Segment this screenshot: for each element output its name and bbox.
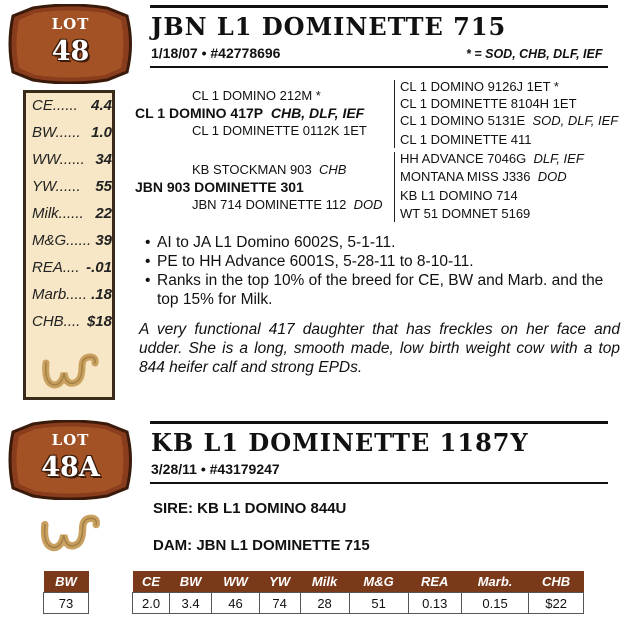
lot-48a-badge [3,420,138,500]
epd-value: -.01 [86,259,112,276]
epd-label: YW...... [32,178,81,195]
epd-value: 74 [259,593,300,614]
epd-header: CE [133,571,170,593]
brand-mark-icon [40,351,100,393]
grand-5-tags: DLF, IEF [533,151,584,166]
epd-label: WW...... [32,151,85,168]
sire-dam: CL 1 DOMINETTE 0112K 1ET [192,123,367,138]
grand-7: KB L1 DOMINO 714 [400,188,518,203]
lot-number: 48A [41,452,100,483]
epd-label: Milk...... [32,205,84,222]
header-rule [150,66,608,68]
grand-8: WT 51 DOMNET 5169 [400,206,531,221]
epd-value: 0.13 [408,593,461,614]
epd-row-milk [32,205,112,227]
epd-label: M&G...... [32,232,92,249]
epd-label: BW...... [32,124,81,141]
epd-value: $22 [529,593,584,614]
epd-label: REA.... [32,259,80,276]
sire-tags: CHB, DLF, IEF [270,105,365,121]
sire-name: CL 1 DOMINO 417P [135,105,264,121]
epd-table [132,571,584,614]
epd-header-row [133,571,584,593]
grand-6-line [400,169,567,184]
title-rule [150,5,608,8]
grand-3-tags: SOD, DLF, IEF [532,113,619,128]
epd-value-row [133,593,584,614]
epd-row-ww [32,151,112,173]
epd-header: YW [259,571,300,593]
grand-4: CL 1 DOMINETTE 411 [400,132,532,147]
epd-value: 55 [95,178,112,195]
epd-value: $18 [86,313,112,330]
lot-number: 48 [51,36,90,67]
epd-value: 0.15 [461,593,528,614]
grand-3-line [400,113,618,128]
sire-line: SIRE: KB L1 DOMINO 844U [153,500,347,517]
dam-sire-tags: CHB [318,162,347,177]
epd-value: 46 [212,593,260,614]
bw-header: BW [44,571,89,593]
dam-line: DAM: JBN L1 DOMINETTE 715 [153,537,370,554]
description: A very functional 417 daughter that has freckles on her face and udder. She is a long, smooth made, low birth weight cow with a top 844 heifer calf and strong EPDs. [139,321,620,376]
bw-value: 73 [44,593,89,614]
epd-value: 22 [95,205,112,222]
dam-dam-tags: DOD [353,197,383,212]
epd-header: CHB [529,571,584,593]
sire-sire: CL 1 DOMINO 212M * [192,88,321,103]
lot-title: JBN L1 DOMINETTE 715 [151,12,507,41]
grand-6: MONTANA MISS J336 [400,169,531,184]
epd-header: M&G [349,571,408,593]
epd-row-mg [32,232,112,254]
header-rule [150,482,608,484]
grand-3: CL 1 DOMINO 5131E [400,113,526,128]
dam-name: JBN 903 DOMINETTE 301 [135,179,304,195]
epd-row-chb [32,313,112,335]
epd-row-rea [32,259,112,281]
grand-5: HH ADVANCE 7046G [400,151,527,166]
dam-sire-line [192,162,346,177]
dam-dam-line [192,197,383,212]
lot-title: KB L1 DOMINETTE 1187Y [151,428,529,457]
epd-header: BW [170,571,212,593]
brand-mark-icon [38,512,102,556]
epd-value: 28 [300,593,349,614]
epd-header: WW [212,571,260,593]
pedigree-divider [394,80,395,148]
epd-value: 51 [349,593,408,614]
dam-sire: KB STOCKMAN 903 [192,162,312,177]
epd-label: CHB.... [32,313,81,330]
lot-label: LOT [51,15,90,33]
epd-header: Milk [300,571,349,593]
note-text: Ranks in the top 10% of the breed for CE, BW and Marb. and the top 15% for Milk. [157,272,604,308]
epd-row-marb [32,286,112,308]
sire-line [135,105,364,121]
lot-48-badge [3,4,138,84]
grand-1: CL 1 DOMINO 9126J 1ET * [400,79,559,94]
tag-legend: * = SOD, CHB, DLF, IEF [466,47,603,61]
epd-value: 1.0 [91,124,112,141]
epd-value: 34 [95,151,112,168]
epd-label: CE...... [32,97,78,114]
epd-header: Marb. [461,571,528,593]
note-item: • PE to HH Advance 6001S, 5-28-11 to 8-10-11. [145,253,474,270]
note-item: • Ranks in the top 10% of the breed for CE, BW and Marb. and the top 15% for Milk. [145,271,615,309]
epd-row-yw [32,178,112,200]
lot-label: LOT [51,431,90,449]
pedigree-divider [394,152,395,222]
epd-value: 4.4 [91,97,112,114]
birth-date-registration: 1/18/07 • #42778696 [151,45,281,61]
epd-label: Marb..... [32,286,88,303]
birth-date-registration: 3/28/11 • #43179247 [151,461,280,477]
dam-dam: JBN 714 DOMINETTE 112 [192,197,347,212]
grand-5-line [400,151,584,166]
epd-row-ce [32,97,112,119]
grand-6-tags: DOD [537,169,567,184]
epd-row-bw [32,124,112,146]
epd-value: .18 [91,286,112,303]
epd-value: 39 [95,232,112,249]
epd-value: 3.4 [170,593,212,614]
epd-value: 2.0 [133,593,170,614]
epd-panel [23,90,115,400]
note-text: PE to HH Advance 6001S, 5-28-11 to 8-10-11. [157,253,474,270]
grand-2: CL 1 DOMINETTE 8104H 1ET [400,96,577,111]
title-rule [150,421,608,424]
notes-list [145,233,615,309]
epd-header: REA [408,571,461,593]
birth-weight-table [43,571,89,614]
note-item: • AI to JA L1 Domino 6002S, 5-1-11. [145,234,396,251]
note-text: AI to JA L1 Domino 6002S, 5-1-11. [157,234,396,251]
